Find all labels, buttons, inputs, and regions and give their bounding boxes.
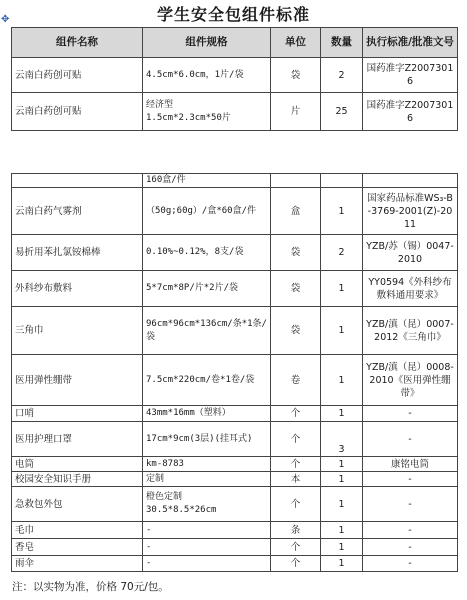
cell-name: 口哨	[12, 406, 143, 422]
cell-name: 云南白药气雾剂	[12, 188, 143, 235]
header-name: 组件名称	[12, 28, 143, 58]
cell-unit: 袋	[271, 307, 321, 355]
cell-standard: -	[363, 422, 458, 457]
cell-name: 香皂	[12, 539, 143, 556]
table-row	[12, 58, 458, 93]
cell-name: 易折用苯扎氯铵棉棒	[12, 235, 143, 271]
header-unit: 单位	[271, 28, 321, 58]
cell-spec: 0.10%~0.12%，8支/袋	[143, 235, 271, 271]
cell-name: 云南白药创可贴	[12, 93, 143, 131]
cell-standard: 国药准字Z20073016	[363, 58, 458, 93]
cell-unit: 个	[271, 556, 321, 572]
cell-qty: 1	[321, 539, 363, 556]
table-row	[12, 487, 458, 522]
cell-unit: 个	[271, 422, 321, 457]
cell-unit: 个	[271, 539, 321, 556]
cell-qty: 1	[321, 307, 363, 355]
header-qty: 数量	[321, 28, 363, 58]
cell-spec: 17cm*9cm(3层)(挂耳式)	[143, 422, 271, 457]
cell-unit: 条	[271, 522, 321, 539]
table-row	[12, 522, 458, 539]
cell-standard: 国家药品标准WS₃-B-3769-2001(Z)-2011	[363, 188, 458, 235]
cell-standard: -	[363, 539, 458, 556]
header-standard: 执行标准/批准文号	[363, 28, 458, 58]
cell-qty: 2	[321, 58, 363, 93]
page-title: 学生安全包组件标准	[156, 5, 310, 24]
table-row	[12, 406, 458, 422]
cell-spec: km-8783	[143, 457, 271, 472]
cell-standard: YY0594《外科纱布敷料通用要求》	[363, 271, 458, 307]
table-row	[12, 174, 458, 188]
cell-qty: 25	[321, 93, 363, 131]
cell-qty	[321, 174, 363, 188]
cell-name: 雨伞	[12, 556, 143, 572]
table-row	[12, 472, 458, 487]
cell-unit: 卷	[271, 355, 321, 406]
cell-name: 电筒	[12, 457, 143, 472]
cell-name: 医用弹性绷带	[12, 355, 143, 406]
components-table-part1	[11, 27, 458, 131]
cell-unit	[271, 174, 321, 188]
cell-spec: 5*7cm*8P/片*2片/袋	[143, 271, 271, 307]
cell-spec: （50g;60g）/盒*60盒/件	[143, 188, 271, 235]
cell-standard	[363, 174, 458, 188]
cell-standard: -	[363, 487, 458, 522]
cell-unit: 个	[271, 406, 321, 422]
cell-unit: 袋	[271, 235, 321, 271]
table-row	[12, 457, 458, 472]
header-spec: 组件规格	[143, 28, 271, 58]
cell-name: 校园安全知识手册	[12, 472, 143, 487]
table-row	[12, 271, 458, 307]
price-note: 注：以实物为准，价格 70元/包。	[12, 581, 169, 593]
components-table-part2	[11, 173, 458, 572]
cell-name: 云南白药创可贴	[12, 58, 143, 93]
cell-standard: 国药准字Z20073016	[363, 93, 458, 131]
table-row	[12, 188, 458, 235]
cell-spec: 橙色定制 30.5*8.5*26cm	[143, 487, 271, 522]
cell-spec: 经济型 1.5cm*2.3cm*50片	[143, 93, 271, 131]
cell-qty: 1	[321, 522, 363, 539]
cell-name: 三角巾	[12, 307, 143, 355]
table-row	[12, 355, 458, 406]
cell-standard: -	[363, 556, 458, 572]
cell-qty: 1	[321, 355, 363, 406]
cell-unit: 盒	[271, 188, 321, 235]
cell-unit: 个	[271, 487, 321, 522]
cell-qty: 2	[321, 235, 363, 271]
table-move-handle-icon[interactable]: ✥	[1, 14, 10, 25]
cell-name: 医用护理口罩	[12, 422, 143, 457]
table-row	[12, 556, 458, 572]
cell-unit: 袋	[271, 271, 321, 307]
cell-qty: 1	[321, 271, 363, 307]
cell-unit: 片	[271, 93, 321, 131]
cell-qty: 1	[321, 556, 363, 572]
cell-spec: -	[143, 522, 271, 539]
cell-spec: 7.5cm*220cm/卷*1卷/袋	[143, 355, 271, 406]
cell-standard: -	[363, 522, 458, 539]
cell-spec: -	[143, 556, 271, 572]
cell-name	[12, 174, 143, 188]
cell-standard: -	[363, 406, 458, 422]
cell-spec: 4.5cm*6.0cm，1片/袋	[143, 58, 271, 93]
cell-spec: 160盒/件	[143, 174, 271, 188]
cell-qty: 3	[321, 422, 363, 457]
table-row	[12, 307, 458, 355]
cell-qty: 1	[321, 457, 363, 472]
table-row	[12, 539, 458, 556]
table-row	[12, 93, 458, 131]
cell-qty: 1	[321, 406, 363, 422]
cell-spec: 定制	[143, 472, 271, 487]
cell-name: 急救包外包	[12, 487, 143, 522]
cell-qty: 1	[321, 188, 363, 235]
cell-qty: 1	[321, 472, 363, 487]
cell-qty: 1	[321, 487, 363, 522]
cell-name: 毛巾	[12, 522, 143, 539]
cell-standard: 康铭电筒	[363, 457, 458, 472]
cell-unit: 袋	[271, 58, 321, 93]
cell-spec: 43mm*16mm（塑料）	[143, 406, 271, 422]
cell-unit: 个	[271, 457, 321, 472]
header-row	[12, 28, 458, 58]
cell-unit: 本	[271, 472, 321, 487]
cell-name: 外科纱布敷料	[12, 271, 143, 307]
cell-standard: YZB/苏（锡）0047-2010	[363, 235, 458, 271]
table-row	[12, 422, 458, 457]
table-row	[12, 235, 458, 271]
cell-spec: -	[143, 539, 271, 556]
cell-standard: -	[363, 472, 458, 487]
cell-standard: YZB/滇（昆）0008-2010《医用弹性绷带》	[363, 355, 458, 406]
cell-standard: YZB/滇（昆）0007-2012《三角巾》	[363, 307, 458, 355]
cell-spec: 96cm*96cm*136cm/条*1条/袋	[143, 307, 271, 355]
